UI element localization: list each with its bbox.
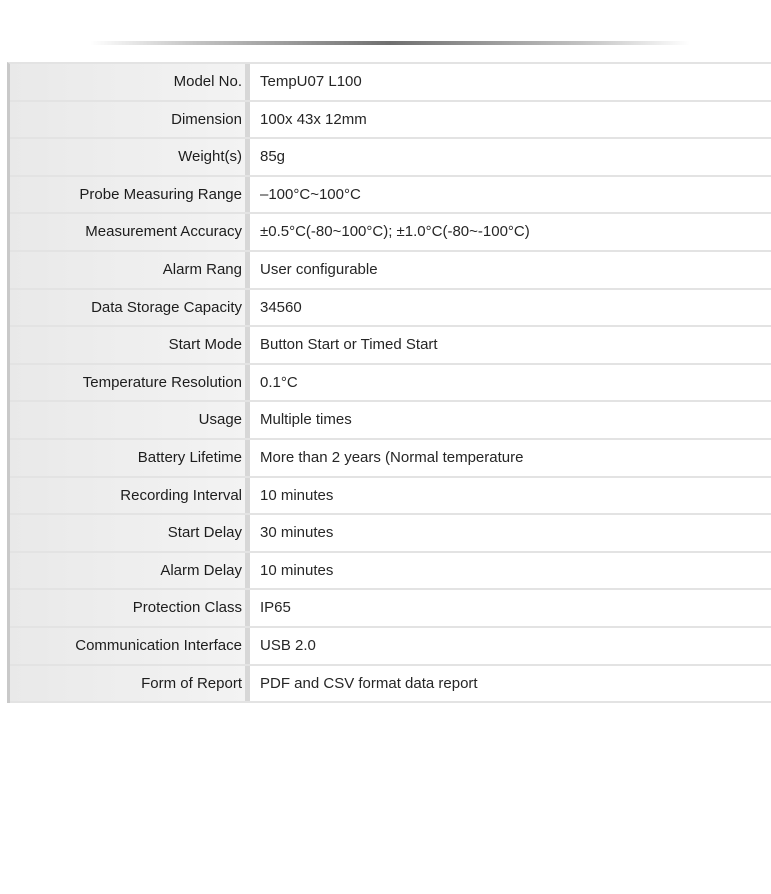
spec-value: TempU07 L100: [250, 64, 771, 100]
header-divider: [90, 41, 690, 45]
spec-value: 10 minutes: [250, 553, 771, 589]
spec-label: Recording Interval: [10, 478, 250, 514]
spec-value: 100x 43x 12mm: [250, 102, 771, 138]
spec-label: Data Storage Capacity: [10, 290, 250, 326]
spec-label: Battery Lifetime: [10, 440, 250, 476]
spec-row-resolution: [10, 365, 771, 403]
spec-label: Model No.: [10, 64, 250, 100]
spec-value: Multiple times: [250, 402, 771, 438]
spec-value: USB 2.0: [250, 628, 771, 664]
spec-label: Alarm Rang: [10, 252, 250, 288]
spec-label: Usage: [10, 402, 250, 438]
spec-row-battery-lifetime: [10, 440, 771, 478]
spec-value: 10 minutes: [250, 478, 771, 514]
spec-row-recording-interval: [10, 478, 771, 516]
spec-value: User configurable: [250, 252, 771, 288]
spec-label: Form of Report: [10, 666, 250, 702]
spec-label: Measurement Accuracy: [10, 214, 250, 250]
spec-label: Alarm Delay: [10, 553, 250, 589]
spec-row-weight: [10, 139, 771, 177]
spec-label: Probe Measuring Range: [10, 177, 250, 213]
spec-row-communication-interface: [10, 628, 771, 666]
spec-value: 34560: [250, 290, 771, 326]
spec-row-accuracy: [10, 214, 771, 252]
spec-row-model-no: [10, 64, 771, 102]
spec-value: More than 2 years (Normal temperature: [250, 440, 771, 476]
spec-label: Communication Interface: [10, 628, 250, 664]
spec-label: Dimension: [10, 102, 250, 138]
spec-value: –100°C~100°C: [250, 177, 771, 213]
spec-row-start-delay: [10, 515, 771, 553]
spec-row-start-mode: [10, 327, 771, 365]
spec-row-storage-capacity: [10, 290, 771, 328]
spec-row-usage: [10, 402, 771, 440]
spec-row-report-form: [10, 666, 771, 704]
spec-label: Protection Class: [10, 590, 250, 626]
spec-label: Start Mode: [10, 327, 250, 363]
spec-row-alarm-range: [10, 252, 771, 290]
spec-row-probe-range: [10, 177, 771, 215]
spec-value: 30 minutes: [250, 515, 771, 551]
spec-value: 85g: [250, 139, 771, 175]
spec-row-alarm-delay: [10, 553, 771, 591]
spec-label: Temperature Resolution: [10, 365, 250, 401]
spec-value: PDF and CSV format data report: [250, 666, 771, 702]
spec-label: Weight(s): [10, 139, 250, 175]
spec-table: [7, 62, 771, 703]
spec-value: IP65: [250, 590, 771, 626]
spec-value: 0.1°C: [250, 365, 771, 401]
spec-row-dimension: [10, 102, 771, 140]
spec-value: Button Start or Timed Start: [250, 327, 771, 363]
spec-row-protection-class: [10, 590, 771, 628]
spec-label: Start Delay: [10, 515, 250, 551]
spec-value: ±0.5°C(-80~100°C); ±1.0°C(-80~-100°C): [250, 214, 771, 250]
